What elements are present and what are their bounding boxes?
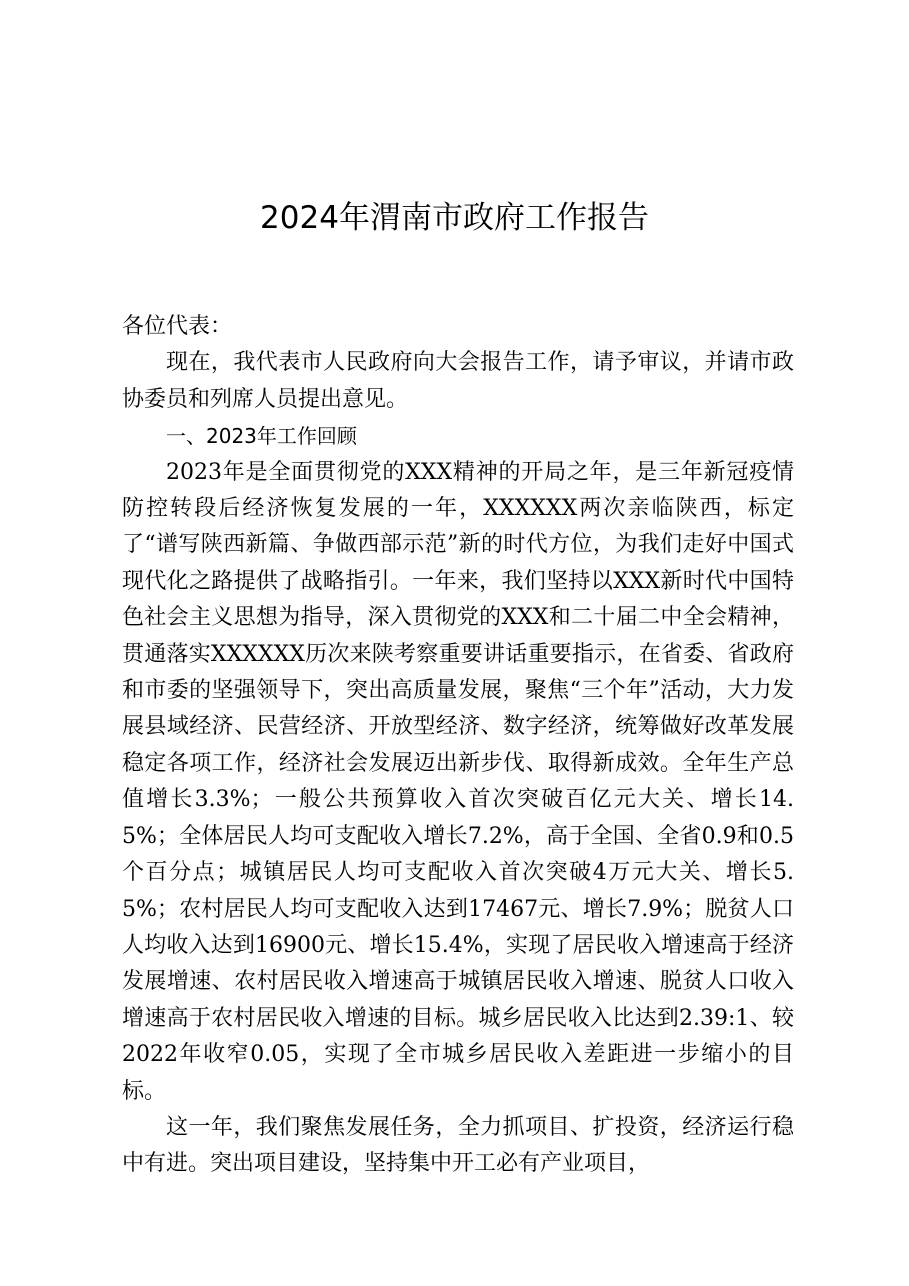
section-heading: 一、2023年工作回顾 — [166, 424, 357, 449]
document-title: 2024年渭南市政府工作报告 — [260, 200, 649, 236]
intro-paragraph: 现在，我代表市人民政府向大会报告工作，请予审议，并请市政协委员和列席人员提出意见。 — [122, 350, 794, 412]
document-body — [122, 309, 794, 1183]
development-paragraph: 这一年，我们聚焦发展任务，全力抓项目、扩投资，经济运行稳中有进。突出项目建设，坚持集中开工必有产业项目， — [122, 1114, 794, 1177]
review-paragraph: 2023年是全面贯彻党的XXX精神的开局之年，是三年新冠疫情防控转段后经济恢复发展的一年，XXXXXX两次亲临陕西，标定了“谱写陕西新篇、争做西部示范”新的时代方位，为我们走好中国式现代化之路提供了战略指引。一年来，我们坚持以XXX新时代中国特色社会主义思想为指导，深入贯彻党的XXX和二十届二中全会精神，贯通落实XXXXXX历次来陕考察重要讲话重要指示，在省委、省政府和市委的坚强领导下，突出高质量发展，聚焦“三个年”活动，大力发展县域经济、民营经济、开放型经济、数字经济，统筹做好改革发展稳定各项工作，经济社会发展迈出新步伐、取得新成效。全年生产总值增长3.3%；一般公共预算收入首次突破百亿元大关、增长14.5%；全体居民人均可支配收入增长7.2%，高于全国、全省0.9和0.5个百分点；城镇居民人均可支配收入首次突破4万元大关、增长5.5%；农村居民人均可支配收入达到17467元、增长7.9%；脱贫人口人均收入达到16900元、增长15.4%，实现了居民收入增速高于经济发展增速、农村居民收入增速高于城镇居民收入增速、脱贫人口收入增速高于农村居民收入增速的目标。城乡居民收入比达到2.39:1、较2022年收窄0.05，实现了全市城乡居民收入差距进一步缩小的目标。 — [122, 459, 794, 1104]
salutation: 各位代表： — [122, 314, 233, 339]
